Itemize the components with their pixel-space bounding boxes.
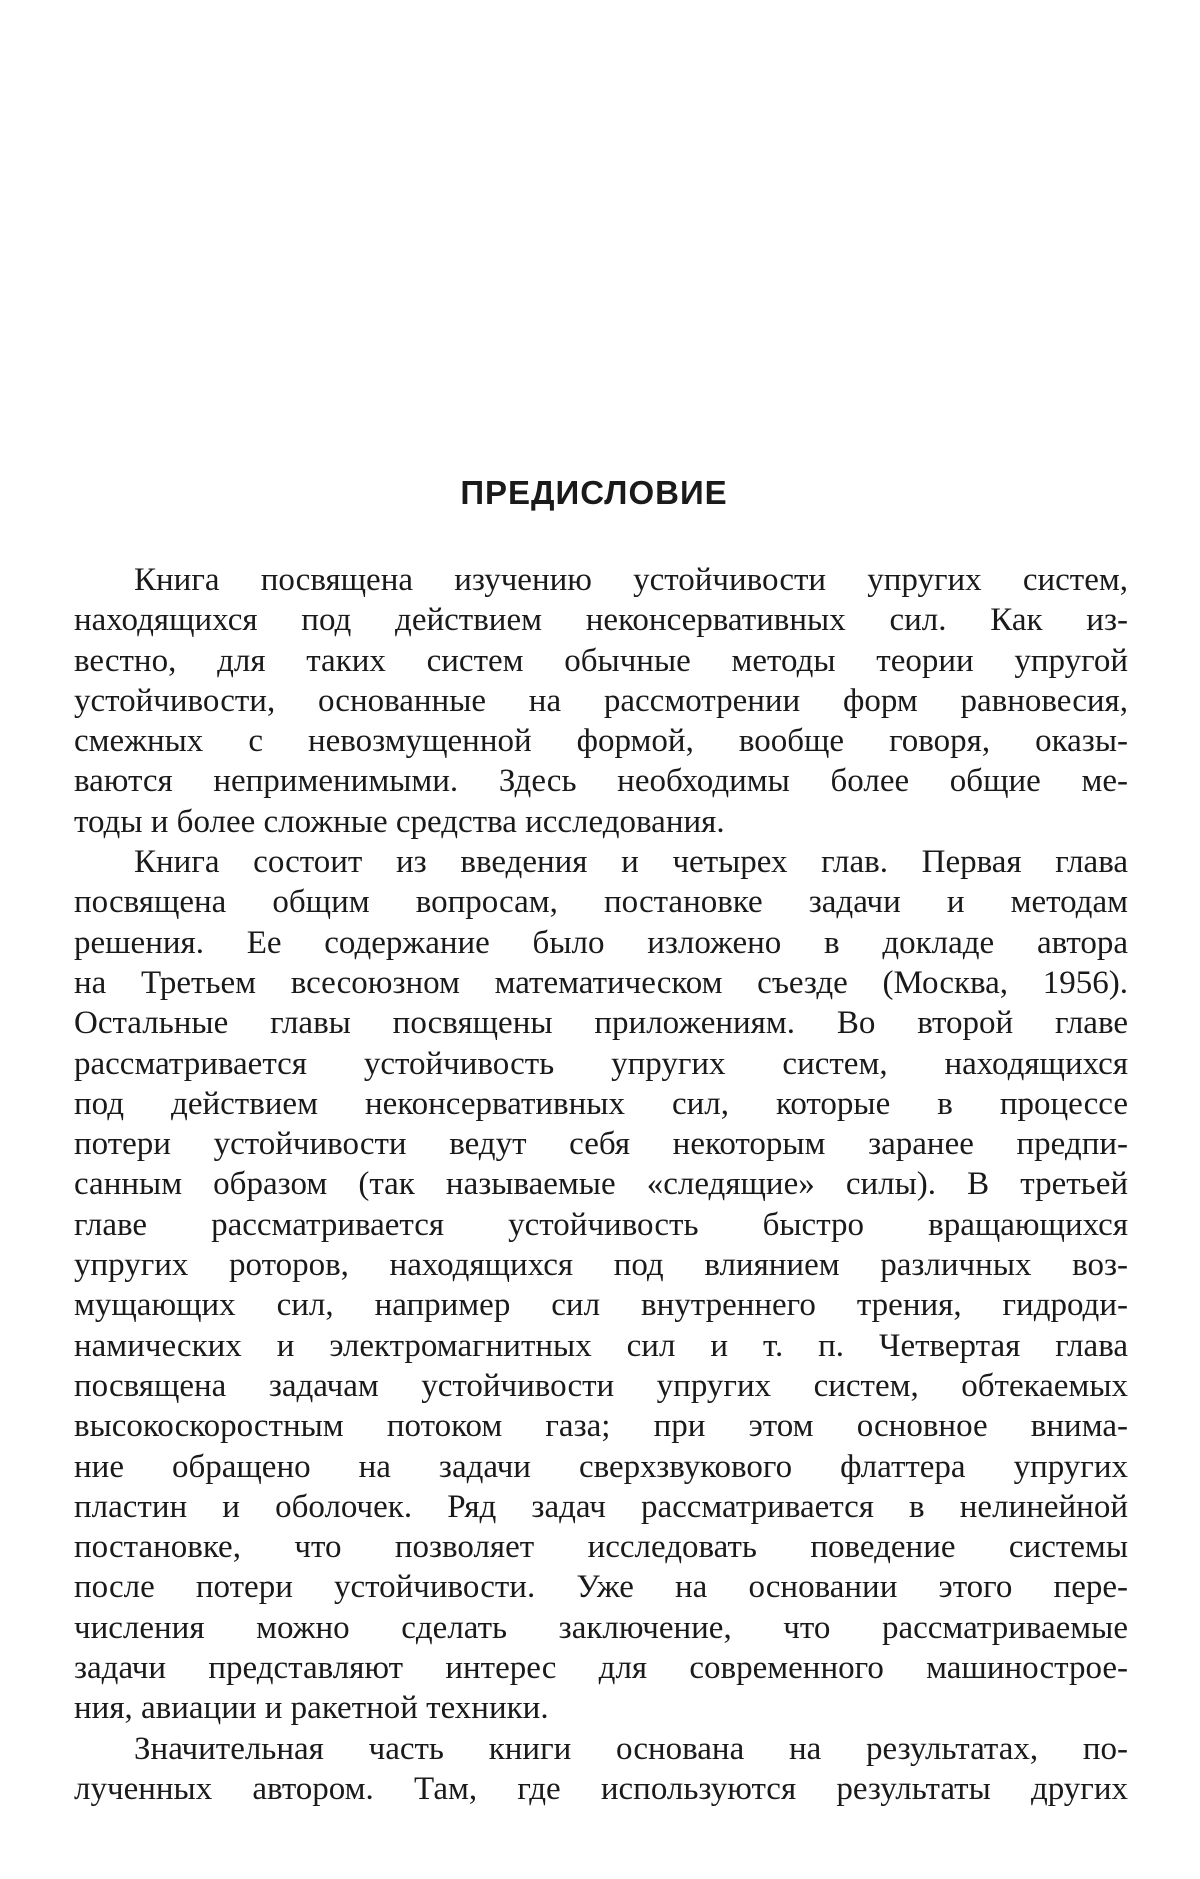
text-line: пластин и оболочек. Ряд задач рассматривается в нелинейной <box>74 1488 1128 1525</box>
text-line: постановке, что позволяет исследовать поведение системы <box>74 1529 1128 1566</box>
text-line: главе рассматривается устойчивость быстро вращающихся <box>74 1206 1128 1243</box>
body-text <box>74 560 1128 1809</box>
text-line: посвящена общим вопросам, постановке задачи и методам <box>74 884 1128 921</box>
text-line: ния, авиации и ракетной техники. <box>74 1690 549 1727</box>
text-line: лученных автором. Там, где используются результаты других <box>74 1770 1128 1807</box>
text-line: вестно, для таких систем обычные методы теории упругой <box>74 642 1128 679</box>
text-line: числения можно сделать заключение, что рассматриваемые <box>74 1609 1128 1646</box>
text-line: санным образом (так называемые «следящие» силы). В третьей <box>74 1166 1128 1203</box>
text-line: Остальные главы посвящены приложениям. Во второй главе <box>74 1005 1128 1042</box>
text-line: задачи представляют интерес для современного машинострое- <box>74 1650 1128 1687</box>
text-line: Значительная часть книги основана на результатах, по- <box>134 1730 1128 1767</box>
text-line: после потери устойчивости. Уже на основании этого пере- <box>74 1569 1128 1606</box>
text-line: высокоскоростным потоком газа; при этом основное внима- <box>74 1408 1128 1445</box>
text-line: ваются неприменимыми. Здесь необходимы более общие ме- <box>74 763 1128 800</box>
text-line: Книга состоит из введения и четырех глав. Первая глава <box>134 844 1128 881</box>
text-line: решения. Ее содержание было изложено в докладе автора <box>74 924 1128 961</box>
page-title: ПРЕДИСЛОВИЕ <box>460 474 728 511</box>
text-line: ние обращено на задачи сверхзвукового флаттера упругих <box>74 1448 1128 1485</box>
text-line: Книга посвящена изучению устойчивости упругих систем, <box>134 562 1128 598</box>
text-line: тоды и более сложные средства исследования. <box>74 803 725 840</box>
text-line: под действием неконсервативных сил, которые в процессе <box>74 1085 1128 1122</box>
text-line: устойчивости, основанные на рассмотрении форм равновесия, <box>74 682 1128 719</box>
text-line: рассматривается устойчивость упругих систем, находящихся <box>74 1045 1128 1082</box>
text-line: упругих роторов, находящихся под влиянием различных воз- <box>74 1247 1128 1284</box>
text-line: посвящена задачам устойчивости упругих систем, обтекаемых <box>74 1367 1128 1404</box>
text-line: потери устойчивости ведут себя некоторым заранее предпи- <box>74 1126 1128 1163</box>
text-line: на Третьем всесоюзном математическом съезде (Москва, 1956). <box>74 964 1128 1001</box>
text-line: смежных с невозмущенной формой, вообще говоря, оказы- <box>74 723 1128 760</box>
text-line: мущающих сил, например сил внутреннего трения, гидроди- <box>74 1287 1128 1324</box>
text-line: находящихся под действием неконсервативных сил. Как из- <box>74 602 1128 639</box>
text-line: намических и электромагнитных сил и т. п. Четвертая глава <box>74 1327 1128 1364</box>
